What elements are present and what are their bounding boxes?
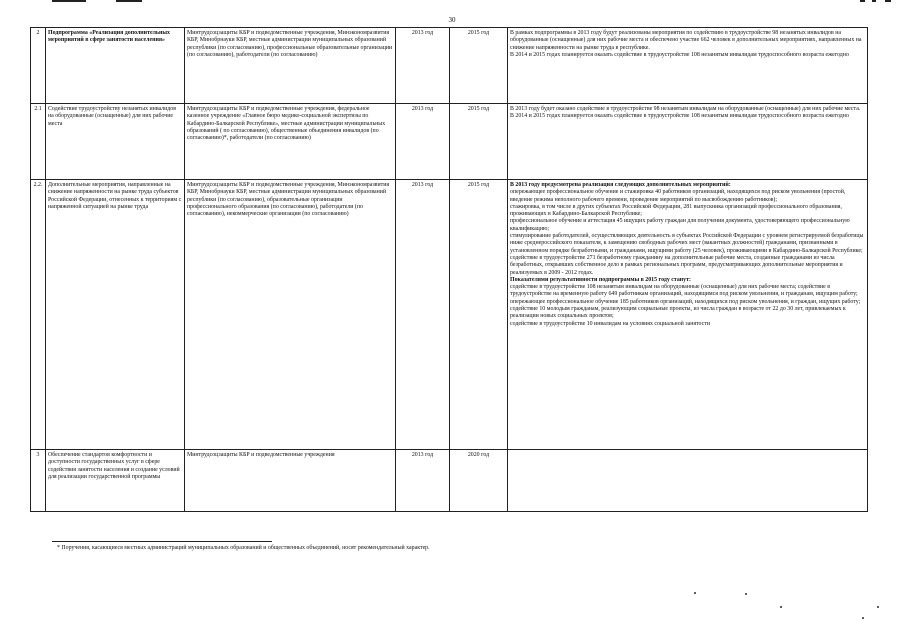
program-table-body	[31, 28, 868, 512]
result-line: В 2014 и 2015 годах планируется оказать содействие в трудоустройстве 108 незанятым инвалидам трудоспособного возраста ежегодно	[510, 51, 849, 58]
row-number: 2.1	[31, 104, 46, 180]
result-line: содействие в трудоустройстве 271 безработному гражданину на дополнительные рабочие места, созданные гражданами из числа безработных, открывших собственное дело в рамках региональных программ, предусматривающих дополнительные мероприятия и реализуемых в 2009 - 2012 годах.	[510, 254, 843, 276]
scan-mark	[52, 0, 86, 2]
row-number: 2.2.	[31, 180, 46, 450]
result-line: опережающее профессиональное обучение и стажировка 40 работников организаций, находящихся под риском увольнения (простой, введение режима неполного рабочего времени, проведение мероприятий по высвобождению работников);	[510, 189, 846, 203]
result-line: содействие 10 молодым гражданам, реализующим социальные проекты, из числа граждан в возрасте от 22 до 30 лет, привлекаемых к реализации новых социальных проектов;	[510, 306, 846, 320]
scan-speck	[694, 592, 696, 594]
scan-speck	[780, 606, 782, 608]
result-line: содействие в трудоустройстве 108 незанятым инвалидам на оборудованные (оснащенные) для них рабочие места; содействие в трудоустройстве на временную работу 649 работникам организаций, находящимся под риском увольнения, и гражданам, ищущим работу;	[510, 284, 858, 298]
program-name: Дополнительные мероприятия, направленные на снижение напряженности на рынке труда субъектов Российской Федерации, отнесенных к территориям с напряженной ситуацией на рынке труда	[46, 180, 185, 450]
scan-speck	[862, 617, 864, 619]
program-table	[30, 27, 868, 512]
executor-cell: Минтрудсоцзащиты КБР и подведомственные учреждения	[185, 450, 396, 512]
scan-mark	[116, 0, 142, 2]
start-year: 2013 год	[396, 180, 450, 450]
result-line: профессиональное обучение и аттестация 45 ищущих работу граждан для получения документа, удостоверяющего профессиональную квалификацию;	[510, 218, 850, 232]
end-year: 2015 год	[450, 28, 508, 104]
start-year: 2013 год	[396, 28, 450, 104]
result-line: В рамках подпрограммы в 2013 году будут реализованы мероприятия по содействию в трудоустройстве 98 незанятых инвалидов на оборудованные (оснащенные) для них рабочие места и обеспечено участие 662 человек в дополнительных мероприятиях, направленных на снижение напряженности на рынке труда в республике.	[510, 30, 862, 51]
result-line: стажировка, в том числе в других субъектах Российской Федерации, 281 выпускника организаций профессионального образования, проживающих в Кабардино-Балкарской Республике;	[510, 203, 842, 218]
result-line: опережающее профессиональное обучение 185 работников организаций, находящихся под риском увольнения, и граждан, ищущих работу;	[510, 298, 861, 305]
row-number: 2	[31, 28, 46, 104]
start-year: 2013 год	[396, 104, 450, 180]
footnote-rule	[52, 541, 272, 542]
table-row	[31, 104, 868, 180]
executor-cell: Минтрудсоцзащиты КБР и подведомственные учреждения, Минэкономразвития КБР, Минобрнауки КБР, местные администрации муниципальных образований республики (по согласованию), образовательные организации профессионального образования (по согласованию), работодатели (по согласованию), некоммерческие организации (по согласованию)	[185, 180, 396, 450]
end-year: 2015 год	[450, 180, 508, 450]
scan-mark	[860, 0, 865, 2]
footnote: * Поручения, касающиеся местных администраций муниципальных образований и общественных объединений, носят рекомендательный характер.	[57, 545, 430, 551]
scan-speck	[745, 593, 747, 595]
expected-results	[508, 450, 868, 512]
result-line: В 2013 году будет оказано содействие в трудоустройстве 98 незанятым инвалидам на оборудованные (оснащенные) для них рабочие места. В 2014 и 2015 годах планируется оказать содействие в трудоустройстве 108 незанятым инвалидам трудоспособного возраста ежегодно	[510, 106, 861, 120]
result-line: содействие в трудоустройстве 10 инвалидам на условиях социальной занятости	[510, 320, 710, 327]
table-row	[31, 450, 868, 512]
result-line: стимулирование работодателей, осуществляющих деятельность в субъектах Российской Федерации с уровнем регистрируемой безработицы ниже среднероссийского показателя, к замещению свободных рабочих мест (вакантных должностей) гражданами, признанными в установленном порядке безработными, и гражданами, ищущими работу (25 человек), проживающими в Кабардино-Балкарской Республике;	[510, 233, 864, 254]
page-number: 30	[448, 16, 456, 24]
executor-cell: Минтрудсоцзащиты КБР и подведомственные учреждения, федеральное казенное учреждение «Главное бюро медико-социальной экспертизы по Кабардино-Балкарской Республике», местные администрации муниципальных образований ( по согласованию), общественные объединения инвалидов (по согласованию)*, работодатели (по согласованию)	[185, 104, 396, 180]
table-row	[31, 180, 868, 450]
program-name: Подпрограмма «Реализация дополнительных мероприятий в сфере занятости населения»	[46, 28, 185, 104]
end-year: 2020 год	[450, 450, 508, 512]
start-year: 2013 год	[396, 450, 450, 512]
executor-cell: Минтрудсоцзащиты КБР и подведомственные учреждения, Минэкономразвития КБР, Минобрнауки КБР, местные администрации муниципальных образований республики (по согласованию), профессиональные образовательные организации (по согласованию), работодатели (по согласованию)	[185, 28, 396, 104]
program-name: Содействие трудоустройству незанятых инвалидов на оборудованные (оснащенные) для них рабочие места	[46, 104, 185, 180]
result-line: В 2013 году предусмотрена реализация следующих дополнительных мероприятий:	[510, 182, 731, 188]
scan-mark	[885, 0, 891, 2]
table-row	[31, 28, 868, 104]
expected-results	[508, 104, 868, 180]
expected-results	[508, 28, 868, 104]
scan-speck	[877, 606, 879, 608]
end-year: 2015 год	[450, 104, 508, 180]
program-name: Обеспечение стандартов комфортности и доступности государственных услуг в сфере содействия занятости населения и создание условий для реализации государственной программы	[46, 450, 185, 512]
scan-mark	[872, 0, 876, 2]
expected-results	[508, 180, 868, 450]
row-number: 3	[31, 450, 46, 512]
result-line: Показателями результативности подпрограммы в 2015 году станут:	[510, 276, 691, 283]
